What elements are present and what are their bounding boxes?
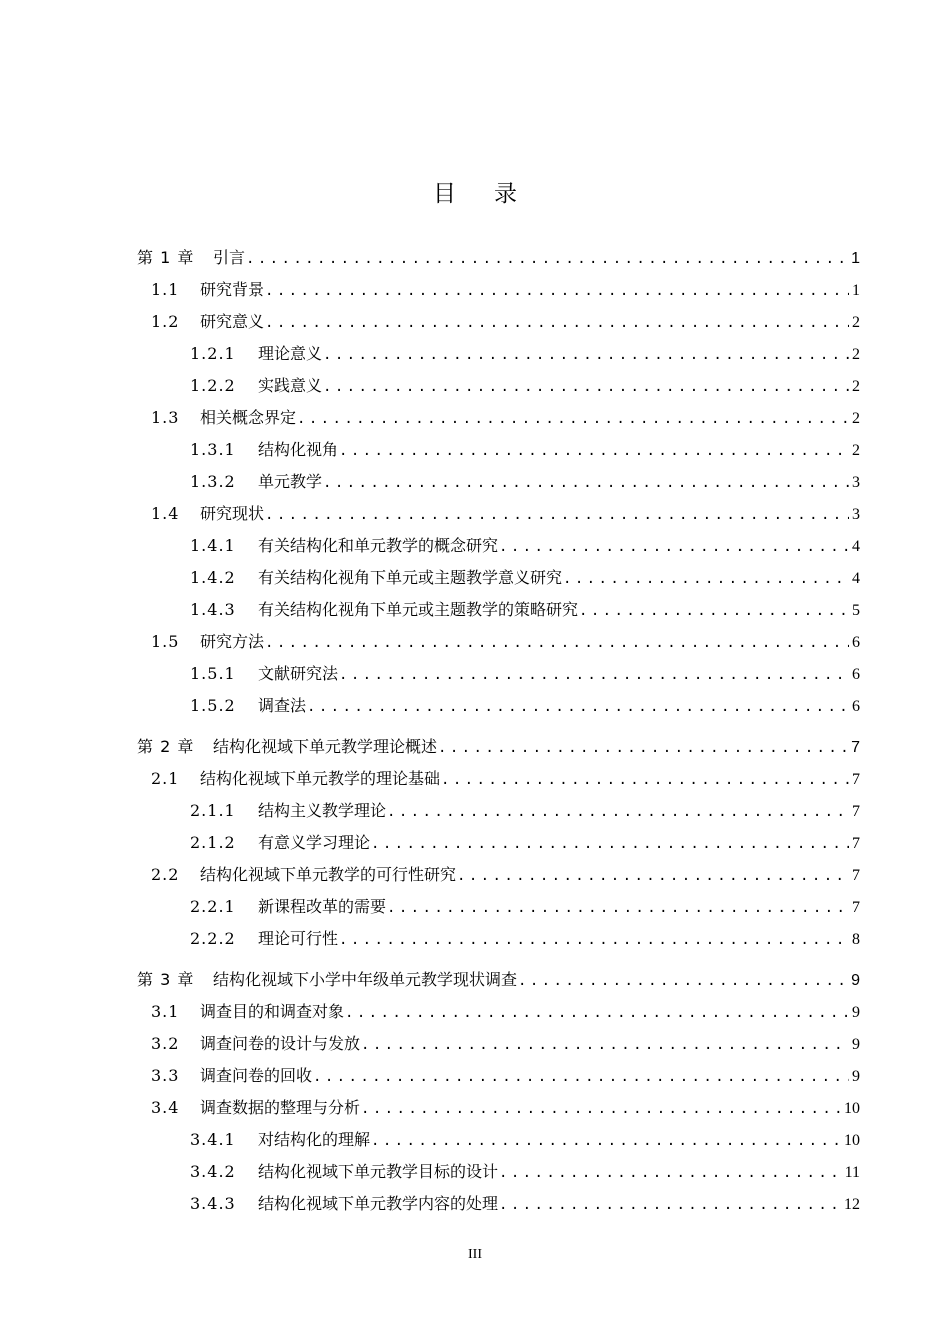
toc-entry-number: 1.2.2 bbox=[190, 376, 236, 395]
toc-entry-number: 1.2.1 bbox=[190, 344, 236, 363]
toc-entry-page: 8 bbox=[852, 931, 860, 948]
toc-subsection-entry[interactable] bbox=[137, 1156, 860, 1188]
toc-entry-number: 1.4.3 bbox=[190, 600, 236, 619]
toc-entry-title: 结构化视域下单元教学理论概述 bbox=[213, 737, 438, 756]
toc-entry-title: 有关结构化视角下单元或主题教学意义研究 bbox=[258, 568, 563, 587]
toc-subsection-entry[interactable] bbox=[137, 338, 860, 370]
toc-entry-page: 1 bbox=[852, 282, 860, 299]
toc-entry-page: 7 bbox=[852, 867, 860, 884]
toc-section-entry[interactable] bbox=[137, 763, 860, 795]
toc-dot-leader bbox=[517, 965, 849, 997]
toc-entry-page: 3 bbox=[852, 506, 860, 523]
toc-subsection-entry[interactable] bbox=[137, 466, 860, 498]
toc-dot-leader bbox=[296, 403, 849, 435]
toc-entry-number: 2.1.1 bbox=[190, 801, 236, 820]
toc-entry-page: 2 bbox=[852, 442, 860, 459]
toc-entry-page: 9 bbox=[852, 1036, 860, 1053]
toc-entry-title: 有关结构化视角下单元或主题教学的策略研究 bbox=[258, 600, 579, 619]
toc-entry-page: 4 bbox=[852, 570, 860, 587]
toc-entry-title: 调查问卷的回收 bbox=[200, 1066, 313, 1085]
toc-dot-leader bbox=[578, 595, 849, 627]
toc-entry-number: 1.5.2 bbox=[190, 696, 236, 715]
toc-dot-leader bbox=[370, 1125, 842, 1157]
toc-section-entry[interactable] bbox=[137, 859, 860, 891]
toc-dot-leader bbox=[338, 924, 849, 956]
toc-entry-page: 7 bbox=[851, 739, 860, 756]
toc-section-entry[interactable] bbox=[137, 402, 860, 434]
toc-entry-page: 7 bbox=[852, 899, 860, 916]
toc-section-entry[interactable] bbox=[137, 1028, 860, 1060]
toc-dot-leader bbox=[498, 531, 849, 563]
toc-entry-title: 理论意义 bbox=[258, 344, 323, 363]
toc-section-entry[interactable] bbox=[137, 306, 860, 338]
toc-entry-number: 第 1 章 bbox=[137, 248, 195, 267]
toc-dot-leader bbox=[437, 732, 849, 764]
toc-entry-number: 1.5 bbox=[151, 632, 180, 651]
toc-entry-title: 理论可行性 bbox=[258, 929, 339, 948]
toc-entry-number: 1.4 bbox=[151, 504, 180, 523]
toc-subsection-entry[interactable] bbox=[137, 370, 860, 402]
toc-entry-title: 单元教学 bbox=[258, 472, 323, 491]
toc-subsection-entry[interactable] bbox=[137, 1188, 860, 1220]
toc-entry-page: 2 bbox=[852, 346, 860, 363]
toc-section-entry[interactable] bbox=[137, 626, 860, 658]
toc-entry-page: 1 bbox=[851, 250, 860, 267]
toc-subsection-entry[interactable] bbox=[137, 658, 860, 690]
toc-entry-title: 研究方法 bbox=[200, 632, 265, 651]
toc-subsection-entry[interactable] bbox=[137, 594, 860, 626]
toc-entry-page: 6 bbox=[852, 666, 860, 683]
toc-entry-number: 3.4 bbox=[151, 1098, 180, 1117]
toc-subsection-entry[interactable] bbox=[137, 1124, 860, 1156]
toc-entry-number: 3.2 bbox=[151, 1034, 180, 1053]
toc-entry-number: 1.5.1 bbox=[190, 664, 236, 683]
toc-entry-number: 2.2 bbox=[151, 865, 180, 884]
toc-dot-leader bbox=[360, 1029, 849, 1061]
toc-entry-page: 9 bbox=[852, 1068, 860, 1085]
toc-subsection-entry[interactable] bbox=[137, 827, 860, 859]
toc-dot-leader bbox=[386, 796, 849, 828]
toc-section-entry[interactable] bbox=[137, 1060, 860, 1092]
toc-entry-title: 调查问卷的设计与发放 bbox=[200, 1034, 361, 1053]
toc-section-entry[interactable] bbox=[137, 274, 860, 306]
toc-entry-number: 第 3 章 bbox=[137, 970, 195, 989]
toc-entry-number: 3.4.3 bbox=[190, 1194, 236, 1213]
toc-subsection-entry[interactable] bbox=[137, 690, 860, 722]
toc-dot-leader bbox=[498, 1157, 843, 1189]
toc-entry-title: 研究意义 bbox=[200, 312, 265, 331]
toc-section-entry[interactable] bbox=[137, 1092, 860, 1124]
toc-entry-page: 4 bbox=[852, 538, 860, 555]
toc-entry-title: 结构化视域下单元教学的理论基础 bbox=[200, 769, 441, 788]
toc-dot-leader bbox=[306, 691, 849, 723]
toc-subsection-entry[interactable] bbox=[137, 923, 860, 955]
toc-entry-page: 2 bbox=[852, 314, 860, 331]
toc-dot-leader bbox=[245, 243, 849, 275]
toc-entry-title: 相关概念界定 bbox=[200, 408, 297, 427]
toc-subsection-entry[interactable] bbox=[137, 434, 860, 466]
toc-entry-page: 10 bbox=[844, 1132, 860, 1149]
toc-entry-title: 有关结构化和单元教学的概念研究 bbox=[258, 536, 499, 555]
toc-entry-title: 调查法 bbox=[258, 696, 307, 715]
toc-section-entry[interactable] bbox=[137, 498, 860, 530]
toc-entry-page: 9 bbox=[852, 1004, 860, 1021]
toc-entry-page: 5 bbox=[852, 602, 860, 619]
toc-entry-number: 1.4.1 bbox=[190, 536, 236, 555]
toc-entry-title: 实践意义 bbox=[258, 376, 323, 395]
toc-dot-leader bbox=[264, 627, 849, 659]
toc-entry-page: 10 bbox=[844, 1100, 860, 1117]
table-of-contents bbox=[137, 242, 860, 1220]
toc-entry-page: 7 bbox=[852, 835, 860, 852]
toc-entry-number: 3.3 bbox=[151, 1066, 180, 1085]
toc-entry-number: 2.2.2 bbox=[190, 929, 236, 948]
toc-entry-number: 1.3 bbox=[151, 408, 180, 427]
toc-entry-number: 2.1 bbox=[151, 769, 180, 788]
toc-dot-leader bbox=[338, 659, 849, 691]
toc-dot-leader bbox=[456, 860, 849, 892]
toc-entry-number: 1.4.2 bbox=[190, 568, 236, 587]
toc-dot-leader bbox=[440, 764, 849, 796]
toc-entry-page: 9 bbox=[851, 972, 860, 989]
toc-entry-number: 第 2 章 bbox=[137, 737, 195, 756]
toc-subsection-entry[interactable] bbox=[137, 562, 860, 594]
toc-entry-number: 1.3.1 bbox=[190, 440, 236, 459]
toc-entry-page: 6 bbox=[852, 698, 860, 715]
toc-entry-title: 结构化视域下单元教学的可行性研究 bbox=[200, 865, 457, 884]
toc-dot-leader bbox=[312, 1061, 849, 1093]
toc-entry-page: 3 bbox=[852, 474, 860, 491]
toc-subsection-entry[interactable] bbox=[137, 530, 860, 562]
toc-dot-leader bbox=[338, 435, 849, 467]
toc-entry-number: 1.1 bbox=[151, 280, 180, 299]
toc-entry-title: 研究背景 bbox=[200, 280, 265, 299]
toc-entry-page: 7 bbox=[852, 803, 860, 820]
toc-entry-title: 结构化视域下单元教学内容的处理 bbox=[258, 1194, 499, 1213]
toc-entry-page: 2 bbox=[852, 378, 860, 395]
toc-entry-title: 结构化视域下单元教学目标的设计 bbox=[258, 1162, 499, 1181]
toc-entry-title: 新课程改革的需要 bbox=[258, 897, 387, 916]
toc-dot-leader bbox=[498, 1189, 842, 1221]
toc-entry-title: 引言 bbox=[213, 248, 246, 267]
toc-dot-leader bbox=[360, 1093, 842, 1125]
toc-dot-leader bbox=[344, 997, 849, 1029]
toc-chapter-entry[interactable] bbox=[137, 964, 860, 996]
toc-entry-page: 12 bbox=[844, 1196, 860, 1213]
toc-entry-number: 1.3.2 bbox=[190, 472, 236, 491]
toc-entry-number: 3.1 bbox=[151, 1002, 180, 1021]
toc-entry-title: 对结构化的理解 bbox=[258, 1130, 371, 1149]
toc-entry-number: 1.2 bbox=[151, 312, 180, 331]
toc-dot-leader bbox=[386, 892, 849, 924]
toc-entry-page: 7 bbox=[852, 771, 860, 788]
toc-dot-leader bbox=[264, 275, 849, 307]
toc-dot-leader bbox=[322, 339, 849, 371]
toc-chapter-entry[interactable] bbox=[137, 242, 860, 274]
toc-entry-title: 有意义学习理论 bbox=[258, 833, 371, 852]
toc-entry-title: 研究现状 bbox=[200, 504, 265, 523]
toc-entry-number: 3.4.2 bbox=[190, 1162, 236, 1181]
toc-subsection-entry[interactable] bbox=[137, 795, 860, 827]
toc-entry-title: 调查数据的整理与分析 bbox=[200, 1098, 361, 1117]
toc-dot-leader bbox=[264, 499, 849, 531]
toc-entry-number: 2.1.2 bbox=[190, 833, 236, 852]
toc-entry-title: 结构化视域下小学中年级单元教学现状调查 bbox=[213, 970, 518, 989]
toc-entry-title: 结构化视角 bbox=[258, 440, 339, 459]
toc-chapter-entry[interactable] bbox=[137, 731, 860, 763]
toc-entry-title: 调查目的和调查对象 bbox=[200, 1002, 345, 1021]
page-number: III bbox=[468, 1247, 482, 1262]
toc-dot-leader bbox=[322, 467, 849, 499]
toc-entry-title: 结构主义教学理论 bbox=[258, 801, 387, 820]
toc-section-entry[interactable] bbox=[137, 996, 860, 1028]
toc-dot-leader bbox=[370, 828, 849, 860]
toc-entry-title: 文献研究法 bbox=[258, 664, 339, 683]
toc-subsection-entry[interactable] bbox=[137, 891, 860, 923]
toc-entry-page: 6 bbox=[852, 634, 860, 651]
toc-dot-leader bbox=[322, 371, 849, 403]
toc-entry-number: 2.2.1 bbox=[190, 897, 236, 916]
toc-entry-page: 11 bbox=[844, 1164, 860, 1181]
toc-dot-leader bbox=[562, 563, 849, 595]
toc-heading: 目录 bbox=[433, 181, 555, 207]
toc-dot-leader bbox=[264, 307, 849, 339]
toc-entry-number: 3.4.1 bbox=[190, 1130, 236, 1149]
toc-entry-page: 2 bbox=[852, 410, 860, 427]
